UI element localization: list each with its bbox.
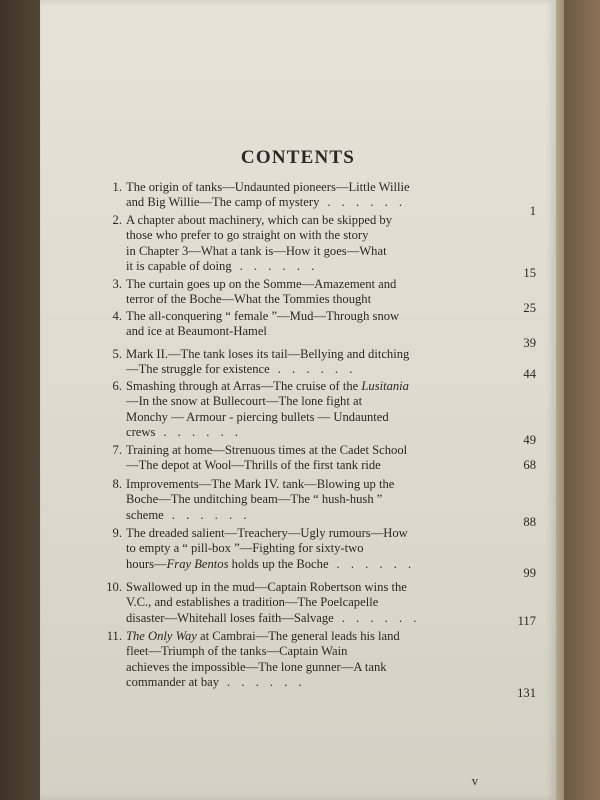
entry-number: 7. [112,443,122,457]
leader-dots: . . . . . . [341,610,421,625]
entry-number: 9. [112,526,122,540]
contents-heading: CONTENTS [240,147,356,168]
entry-page-number: 99 [523,566,536,580]
entry-line: —The struggle for existence [126,362,270,377]
entry-line: Swallowed up in the mud—Captain Robertson wins the [126,580,407,594]
entry-number: 8. [112,477,122,491]
entry-number: 5. [112,347,122,361]
entry-line: achieves the impossible—The lone gunner—A tank [126,659,387,674]
entry-line: terror of the Boche—What the Tommies thought [126,292,372,307]
leader-dots: . . . . . . [336,556,416,571]
entry-line: crews [126,425,156,440]
entry-line: A chapter about machinery, which can be skipped by [126,213,393,227]
entry-line: Training at home—Strenuous times at the Cadet School [126,443,408,457]
toc-entry-4 [98,309,536,350]
entry-number: 2. [112,213,122,227]
toc-entry-7 [98,443,536,474]
toc-entry-2 [98,213,536,280]
toc-entry-9 [98,526,536,580]
entry-page-number: 131 [517,686,536,700]
background-right [564,0,600,800]
entry-line: in Chapter 3—What a tank is—How it goes—What [126,243,387,258]
entry-line: to empty a “ pill-box ”—Fighting for sixty-two [126,541,364,556]
entry-line: —The depot at Wool—Thrills of the first tank ride [126,458,381,473]
entry-line: and ice at Beaumont-Hamel [126,324,267,339]
toc-entry-10 [98,580,536,628]
entry-number: 4. [112,309,122,323]
entry-line: scheme [126,507,164,522]
entry-line: The Only Way at Cambrai—The general leads his land [126,629,400,643]
entry-number: 6. [112,379,122,393]
entry-line: The dreaded salient—Treachery—Ugly rumours—How [126,526,408,540]
toc-entry-1 [98,180,536,218]
book-page [40,0,556,800]
entry-line: Boche—The unditching beam—The “ hush-hush ” [126,492,383,507]
leader-dots: . . . . . . [227,675,306,690]
entry-line: Smashing through at Arras—The cruise of the Lusitania [126,379,409,393]
entry-line: hours—Fray Bentos holds up the Boche [126,556,329,571]
entry-page-number: 1 [529,204,536,218]
toc-entry-5 [98,347,536,381]
entry-line: The origin of tanks—Undaunted pioneers—Little Willie [126,180,410,194]
leader-dots: . . . . . . [239,259,319,274]
entry-number: 11. [106,629,122,643]
entry-line: —In the snow at Bullecourt—The lone fight at [126,394,363,409]
entry-number: 1. [112,180,122,194]
leader-dots: . . . . . . [277,362,357,377]
entry-line: Mark II.—The tank loses its tail—Bellying and ditching [126,347,410,361]
entry-line: those who prefer to go straight on with the story [126,228,369,243]
entry-number: 10. [106,580,122,594]
entry-page-number: 68 [523,458,536,472]
entry-line: The all-conquering “ female ”—Mud—Through snow [126,309,400,323]
entry-line: The curtain goes up on the Somme—Amazement and [126,277,397,291]
toc-entry-11 [98,629,536,700]
leader-dots: . . . . . . [327,195,407,210]
leader-dots: . . . . . . [171,507,251,522]
entry-line: fleet—Triumph of the tanks—Captain Wain [126,644,348,659]
entry-number: 3. [112,277,122,291]
toc-entry-6 [98,379,536,447]
entry-line: V.C., and establishes a tradition—The Poelcapelle [126,595,379,610]
entry-line: commander at bay [126,675,220,690]
folio-page-number: v [471,774,478,788]
entry-page-number: 39 [523,336,536,350]
entry-line: it is capable of doing [126,259,232,274]
entry-page-number: 88 [523,515,536,529]
entry-line: Monchy — Armour - piercing bullets — Undaunted [126,409,389,424]
toc-entry-8 [98,477,536,529]
entry-page-number: 25 [523,301,536,315]
entry-page-number: 44 [523,367,536,381]
entry-line: and Big Willie—The camp of mystery [126,195,320,210]
entry-line: disaster—Whitehall loses faith—Salvage [126,610,334,625]
entry-page-number: 49 [523,433,536,447]
background-left [0,0,44,800]
entry-line: Improvements—The Mark IV. tank—Blowing up the [126,477,395,491]
entry-page-number: 15 [523,266,536,280]
leader-dots: . . . . . . [163,425,243,440]
toc-entry-3 [98,277,536,315]
entry-page-number: 117 [517,614,536,628]
